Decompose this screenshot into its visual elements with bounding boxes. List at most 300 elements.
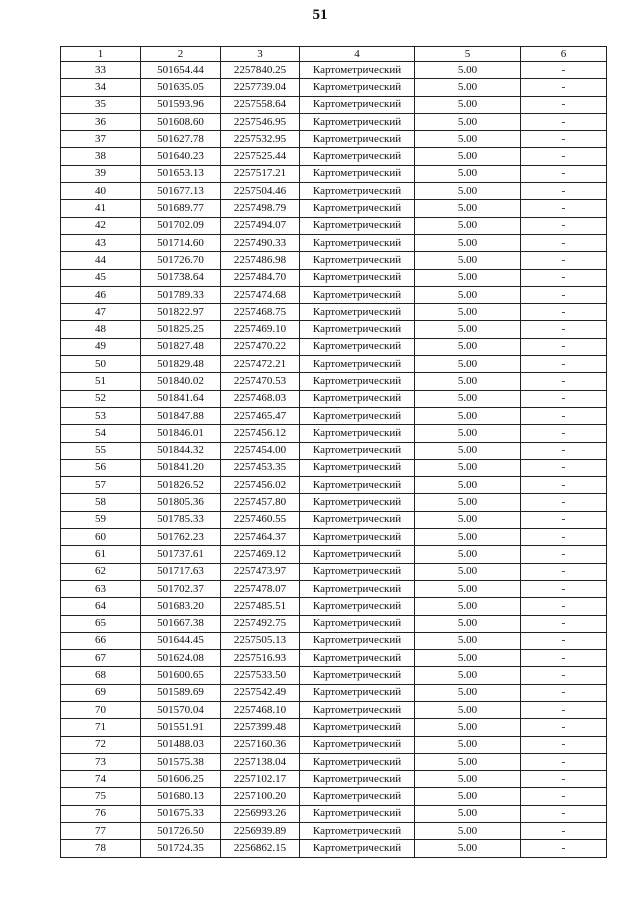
method-cell: Картометрический: [300, 667, 415, 684]
method-cell: Картометрический: [300, 442, 415, 459]
description-cell: -: [521, 373, 607, 390]
y-coordinate-cell: 2257494.07: [221, 217, 300, 234]
description-cell: -: [521, 667, 607, 684]
description-cell: -: [521, 753, 607, 770]
table-row: [61, 321, 607, 338]
y-coordinate-cell: 2256939.89: [221, 823, 300, 840]
description-cell: -: [521, 511, 607, 528]
table-row: [61, 546, 607, 563]
x-coordinate-cell: 501667.38: [141, 615, 221, 632]
y-coordinate-cell: 2257160.36: [221, 736, 300, 753]
description-cell: -: [521, 62, 607, 79]
method-cell: Картометрический: [300, 736, 415, 753]
point-number-cell: 57: [61, 477, 141, 494]
x-coordinate-cell: 501488.03: [141, 736, 221, 753]
accuracy-cell: 5.00: [415, 494, 521, 511]
point-number-cell: 39: [61, 165, 141, 182]
description-cell: -: [521, 529, 607, 546]
y-coordinate-cell: 2257457.80: [221, 494, 300, 511]
description-cell: -: [521, 200, 607, 217]
description-cell: -: [521, 840, 607, 857]
description-cell: -: [521, 632, 607, 649]
point-number-cell: 49: [61, 338, 141, 355]
x-coordinate-cell: 501738.64: [141, 269, 221, 286]
method-cell: Картометрический: [300, 356, 415, 373]
accuracy-cell: 5.00: [415, 321, 521, 338]
point-number-cell: 35: [61, 96, 141, 113]
table-row: [61, 217, 607, 234]
point-number-cell: 68: [61, 667, 141, 684]
accuracy-cell: 5.00: [415, 234, 521, 251]
point-number-cell: 44: [61, 252, 141, 269]
column-header-4: 4: [300, 47, 415, 62]
method-cell: Картометрический: [300, 113, 415, 130]
point-number-cell: 59: [61, 511, 141, 528]
point-number-cell: 47: [61, 304, 141, 321]
table-row: [61, 338, 607, 355]
x-coordinate-cell: 501606.25: [141, 771, 221, 788]
x-coordinate-cell: 501624.08: [141, 650, 221, 667]
y-coordinate-cell: 2257485.51: [221, 598, 300, 615]
description-cell: -: [521, 788, 607, 805]
x-coordinate-cell: 501644.45: [141, 632, 221, 649]
x-coordinate-cell: 501689.77: [141, 200, 221, 217]
table-row: [61, 494, 607, 511]
column-header-1: 1: [61, 47, 141, 62]
method-cell: Картометрический: [300, 788, 415, 805]
accuracy-cell: 5.00: [415, 62, 521, 79]
description-cell: -: [521, 425, 607, 442]
table-row: [61, 252, 607, 269]
description-cell: -: [521, 390, 607, 407]
y-coordinate-cell: 2257469.12: [221, 546, 300, 563]
x-coordinate-cell: 501846.01: [141, 425, 221, 442]
point-number-cell: 36: [61, 113, 141, 130]
accuracy-cell: 5.00: [415, 113, 521, 130]
y-coordinate-cell: 2257472.21: [221, 356, 300, 373]
accuracy-cell: 5.00: [415, 373, 521, 390]
method-cell: Картометрический: [300, 183, 415, 200]
description-cell: -: [521, 477, 607, 494]
point-number-cell: 54: [61, 425, 141, 442]
accuracy-cell: 5.00: [415, 390, 521, 407]
method-cell: Картометрический: [300, 615, 415, 632]
x-coordinate-cell: 501551.91: [141, 719, 221, 736]
method-cell: Картометрический: [300, 96, 415, 113]
accuracy-cell: 5.00: [415, 529, 521, 546]
table-row: [61, 79, 607, 96]
description-cell: -: [521, 615, 607, 632]
method-cell: Картометрический: [300, 563, 415, 580]
table-row: [61, 407, 607, 424]
accuracy-cell: 5.00: [415, 511, 521, 528]
y-coordinate-cell: 2257102.17: [221, 771, 300, 788]
method-cell: Картометрический: [300, 840, 415, 857]
table-row: [61, 771, 607, 788]
accuracy-cell: 5.00: [415, 79, 521, 96]
point-number-cell: 76: [61, 805, 141, 822]
table-row: [61, 62, 607, 79]
y-coordinate-cell: 2257558.64: [221, 96, 300, 113]
description-cell: -: [521, 650, 607, 667]
point-number-cell: 73: [61, 753, 141, 770]
point-number-cell: 50: [61, 356, 141, 373]
point-number-cell: 38: [61, 148, 141, 165]
method-cell: Картометрический: [300, 338, 415, 355]
description-cell: -: [521, 580, 607, 597]
table-row: [61, 563, 607, 580]
y-coordinate-cell: 2257100.20: [221, 788, 300, 805]
accuracy-cell: 5.00: [415, 252, 521, 269]
method-cell: Картометрический: [300, 632, 415, 649]
description-cell: -: [521, 79, 607, 96]
point-number-cell: 75: [61, 788, 141, 805]
point-number-cell: 55: [61, 442, 141, 459]
accuracy-cell: 5.00: [415, 771, 521, 788]
table-row: [61, 459, 607, 476]
x-coordinate-cell: 501789.33: [141, 286, 221, 303]
method-cell: Картометрический: [300, 719, 415, 736]
y-coordinate-cell: 2257474.68: [221, 286, 300, 303]
point-number-cell: 45: [61, 269, 141, 286]
accuracy-cell: 5.00: [415, 736, 521, 753]
y-coordinate-cell: 2257454.00: [221, 442, 300, 459]
x-coordinate-cell: 501640.23: [141, 148, 221, 165]
column-header-5: 5: [415, 47, 521, 62]
description-cell: -: [521, 321, 607, 338]
accuracy-cell: 5.00: [415, 148, 521, 165]
accuracy-cell: 5.00: [415, 840, 521, 857]
description-cell: -: [521, 356, 607, 373]
table-row: [61, 598, 607, 615]
y-coordinate-cell: 2257470.53: [221, 373, 300, 390]
point-number-cell: 34: [61, 79, 141, 96]
method-cell: Картометрический: [300, 477, 415, 494]
accuracy-cell: 5.00: [415, 217, 521, 234]
point-number-cell: 64: [61, 598, 141, 615]
column-header-3: 3: [221, 47, 300, 62]
accuracy-cell: 5.00: [415, 96, 521, 113]
x-coordinate-cell: 501683.20: [141, 598, 221, 615]
point-number-cell: 71: [61, 719, 141, 736]
method-cell: Картометрический: [300, 234, 415, 251]
description-cell: -: [521, 459, 607, 476]
x-coordinate-cell: 501785.33: [141, 511, 221, 528]
x-coordinate-cell: 501575.38: [141, 753, 221, 770]
column-header-6: 6: [521, 47, 607, 62]
point-number-cell: 63: [61, 580, 141, 597]
x-coordinate-cell: 501726.70: [141, 252, 221, 269]
method-cell: Картометрический: [300, 701, 415, 718]
accuracy-cell: 5.00: [415, 615, 521, 632]
x-coordinate-cell: 501677.13: [141, 183, 221, 200]
method-cell: Картометрический: [300, 546, 415, 563]
y-coordinate-cell: 2257468.03: [221, 390, 300, 407]
description-cell: -: [521, 304, 607, 321]
point-number-cell: 43: [61, 234, 141, 251]
point-number-cell: 69: [61, 684, 141, 701]
y-coordinate-cell: 2257399.48: [221, 719, 300, 736]
y-coordinate-cell: 2257517.21: [221, 165, 300, 182]
y-coordinate-cell: 2257546.95: [221, 113, 300, 130]
x-coordinate-cell: 501841.20: [141, 459, 221, 476]
accuracy-cell: 5.00: [415, 580, 521, 597]
table-row: [61, 269, 607, 286]
x-coordinate-cell: 501653.13: [141, 165, 221, 182]
method-cell: Картометрический: [300, 771, 415, 788]
point-number-cell: 52: [61, 390, 141, 407]
y-coordinate-cell: 2257138.04: [221, 753, 300, 770]
accuracy-cell: 5.00: [415, 598, 521, 615]
y-coordinate-cell: 2257465.47: [221, 407, 300, 424]
point-number-cell: 33: [61, 62, 141, 79]
method-cell: Картометрический: [300, 304, 415, 321]
table-row: [61, 356, 607, 373]
description-cell: -: [521, 286, 607, 303]
point-number-cell: 78: [61, 840, 141, 857]
method-cell: Картометрический: [300, 598, 415, 615]
method-cell: Картометрический: [300, 684, 415, 701]
y-coordinate-cell: 2257460.55: [221, 511, 300, 528]
y-coordinate-cell: 2257525.44: [221, 148, 300, 165]
description-cell: -: [521, 148, 607, 165]
x-coordinate-cell: 501847.88: [141, 407, 221, 424]
accuracy-cell: 5.00: [415, 753, 521, 770]
y-coordinate-cell: 2257498.79: [221, 200, 300, 217]
description-cell: -: [521, 217, 607, 234]
table-row: [61, 580, 607, 597]
method-cell: Картометрический: [300, 529, 415, 546]
accuracy-cell: 5.00: [415, 183, 521, 200]
accuracy-cell: 5.00: [415, 546, 521, 563]
accuracy-cell: 5.00: [415, 200, 521, 217]
method-cell: Картометрический: [300, 459, 415, 476]
y-coordinate-cell: 2257486.98: [221, 252, 300, 269]
method-cell: Картометрический: [300, 148, 415, 165]
y-coordinate-cell: 2257470.22: [221, 338, 300, 355]
accuracy-cell: 5.00: [415, 684, 521, 701]
table-body: [61, 62, 607, 858]
y-coordinate-cell: 2257468.10: [221, 701, 300, 718]
point-number-cell: 62: [61, 563, 141, 580]
accuracy-cell: 5.00: [415, 667, 521, 684]
point-number-cell: 74: [61, 771, 141, 788]
description-cell: -: [521, 269, 607, 286]
x-coordinate-cell: 501589.69: [141, 684, 221, 701]
description-cell: -: [521, 701, 607, 718]
description-cell: -: [521, 407, 607, 424]
description-cell: -: [521, 563, 607, 580]
x-coordinate-cell: 501654.44: [141, 62, 221, 79]
x-coordinate-cell: 501844.32: [141, 442, 221, 459]
point-number-cell: 56: [61, 459, 141, 476]
table-row: [61, 113, 607, 130]
table-row: [61, 148, 607, 165]
accuracy-cell: 5.00: [415, 650, 521, 667]
y-coordinate-cell: 2257490.33: [221, 234, 300, 251]
y-coordinate-cell: 2257464.37: [221, 529, 300, 546]
x-coordinate-cell: 501702.09: [141, 217, 221, 234]
y-coordinate-cell: 2257453.35: [221, 459, 300, 476]
accuracy-cell: 5.00: [415, 459, 521, 476]
accuracy-cell: 5.00: [415, 356, 521, 373]
accuracy-cell: 5.00: [415, 632, 521, 649]
method-cell: Картометрический: [300, 217, 415, 234]
description-cell: -: [521, 736, 607, 753]
method-cell: Картометрический: [300, 321, 415, 338]
method-cell: Картометрический: [300, 373, 415, 390]
method-cell: Картометрический: [300, 252, 415, 269]
table-row: [61, 719, 607, 736]
method-cell: Картометрический: [300, 286, 415, 303]
point-number-cell: 70: [61, 701, 141, 718]
table-row: [61, 684, 607, 701]
point-number-cell: 41: [61, 200, 141, 217]
accuracy-cell: 5.00: [415, 805, 521, 822]
table-row: [61, 615, 607, 632]
accuracy-cell: 5.00: [415, 269, 521, 286]
accuracy-cell: 5.00: [415, 425, 521, 442]
y-coordinate-cell: 2256862.15: [221, 840, 300, 857]
method-cell: Картометрический: [300, 165, 415, 182]
accuracy-cell: 5.00: [415, 407, 521, 424]
point-number-cell: 67: [61, 650, 141, 667]
table-row: [61, 753, 607, 770]
y-coordinate-cell: 2256993.26: [221, 805, 300, 822]
y-coordinate-cell: 2257478.07: [221, 580, 300, 597]
accuracy-cell: 5.00: [415, 563, 521, 580]
method-cell: Картометрический: [300, 511, 415, 528]
table-row: [61, 304, 607, 321]
description-cell: -: [521, 165, 607, 182]
x-coordinate-cell: 501600.65: [141, 667, 221, 684]
method-cell: Картометрический: [300, 823, 415, 840]
column-header-2: 2: [141, 47, 221, 62]
description-cell: -: [521, 131, 607, 148]
table-row: [61, 805, 607, 822]
method-cell: Картометрический: [300, 269, 415, 286]
method-cell: Картометрический: [300, 805, 415, 822]
table-row: [61, 96, 607, 113]
table-row: [61, 442, 607, 459]
point-number-cell: 58: [61, 494, 141, 511]
method-cell: Картометрический: [300, 200, 415, 217]
method-cell: Картометрический: [300, 753, 415, 770]
x-coordinate-cell: 501827.48: [141, 338, 221, 355]
description-cell: -: [521, 113, 607, 130]
table-row: [61, 390, 607, 407]
method-cell: Картометрический: [300, 580, 415, 597]
accuracy-cell: 5.00: [415, 701, 521, 718]
table-row: [61, 840, 607, 857]
x-coordinate-cell: 501675.33: [141, 805, 221, 822]
x-coordinate-cell: 501825.25: [141, 321, 221, 338]
point-number-cell: 61: [61, 546, 141, 563]
y-coordinate-cell: 2257484.70: [221, 269, 300, 286]
x-coordinate-cell: 501724.35: [141, 840, 221, 857]
description-cell: -: [521, 234, 607, 251]
table-row: [61, 650, 607, 667]
description-cell: -: [521, 183, 607, 200]
y-coordinate-cell: 2257456.12: [221, 425, 300, 442]
y-coordinate-cell: 2257532.95: [221, 131, 300, 148]
description-cell: -: [521, 719, 607, 736]
description-cell: -: [521, 823, 607, 840]
y-coordinate-cell: 2257492.75: [221, 615, 300, 632]
y-coordinate-cell: 2257739.04: [221, 79, 300, 96]
point-number-cell: 46: [61, 286, 141, 303]
y-coordinate-cell: 2257840.25: [221, 62, 300, 79]
point-number-cell: 60: [61, 529, 141, 546]
y-coordinate-cell: 2257456.02: [221, 477, 300, 494]
x-coordinate-cell: 501570.04: [141, 701, 221, 718]
y-coordinate-cell: 2257469.10: [221, 321, 300, 338]
table-row: [61, 529, 607, 546]
point-number-cell: 48: [61, 321, 141, 338]
x-coordinate-cell: 501717.63: [141, 563, 221, 580]
table-row: [61, 131, 607, 148]
x-coordinate-cell: 501714.60: [141, 234, 221, 251]
accuracy-cell: 5.00: [415, 131, 521, 148]
page-number: 51: [312, 7, 328, 23]
x-coordinate-cell: 501762.23: [141, 529, 221, 546]
table-row: [61, 286, 607, 303]
table-row: [61, 165, 607, 182]
description-cell: -: [521, 252, 607, 269]
description-cell: -: [521, 338, 607, 355]
x-coordinate-cell: 501680.13: [141, 788, 221, 805]
y-coordinate-cell: 2257516.93: [221, 650, 300, 667]
table-row: [61, 788, 607, 805]
x-coordinate-cell: 501593.96: [141, 96, 221, 113]
table-row: [61, 183, 607, 200]
table-row: [61, 477, 607, 494]
x-coordinate-cell: 501702.37: [141, 580, 221, 597]
description-cell: -: [521, 546, 607, 563]
method-cell: Картометрический: [300, 62, 415, 79]
table-row: [61, 736, 607, 753]
table-row: [61, 667, 607, 684]
accuracy-cell: 5.00: [415, 719, 521, 736]
y-coordinate-cell: 2257504.46: [221, 183, 300, 200]
point-number-cell: 77: [61, 823, 141, 840]
accuracy-cell: 5.00: [415, 788, 521, 805]
table-row: [61, 373, 607, 390]
accuracy-cell: 5.00: [415, 165, 521, 182]
coordinates-table: [60, 46, 607, 858]
description-cell: -: [521, 684, 607, 701]
point-number-cell: 53: [61, 407, 141, 424]
accuracy-cell: 5.00: [415, 304, 521, 321]
x-coordinate-cell: 501608.60: [141, 113, 221, 130]
table-row: [61, 425, 607, 442]
accuracy-cell: 5.00: [415, 338, 521, 355]
y-coordinate-cell: 2257468.75: [221, 304, 300, 321]
accuracy-cell: 5.00: [415, 823, 521, 840]
method-cell: Картометрический: [300, 131, 415, 148]
method-cell: Картометрический: [300, 390, 415, 407]
table-row: [61, 200, 607, 217]
x-coordinate-cell: 501829.48: [141, 356, 221, 373]
point-number-cell: 37: [61, 131, 141, 148]
x-coordinate-cell: 501822.97: [141, 304, 221, 321]
description-cell: -: [521, 96, 607, 113]
point-number-cell: 65: [61, 615, 141, 632]
y-coordinate-cell: 2257533.50: [221, 667, 300, 684]
description-cell: -: [521, 805, 607, 822]
accuracy-cell: 5.00: [415, 442, 521, 459]
accuracy-cell: 5.00: [415, 477, 521, 494]
